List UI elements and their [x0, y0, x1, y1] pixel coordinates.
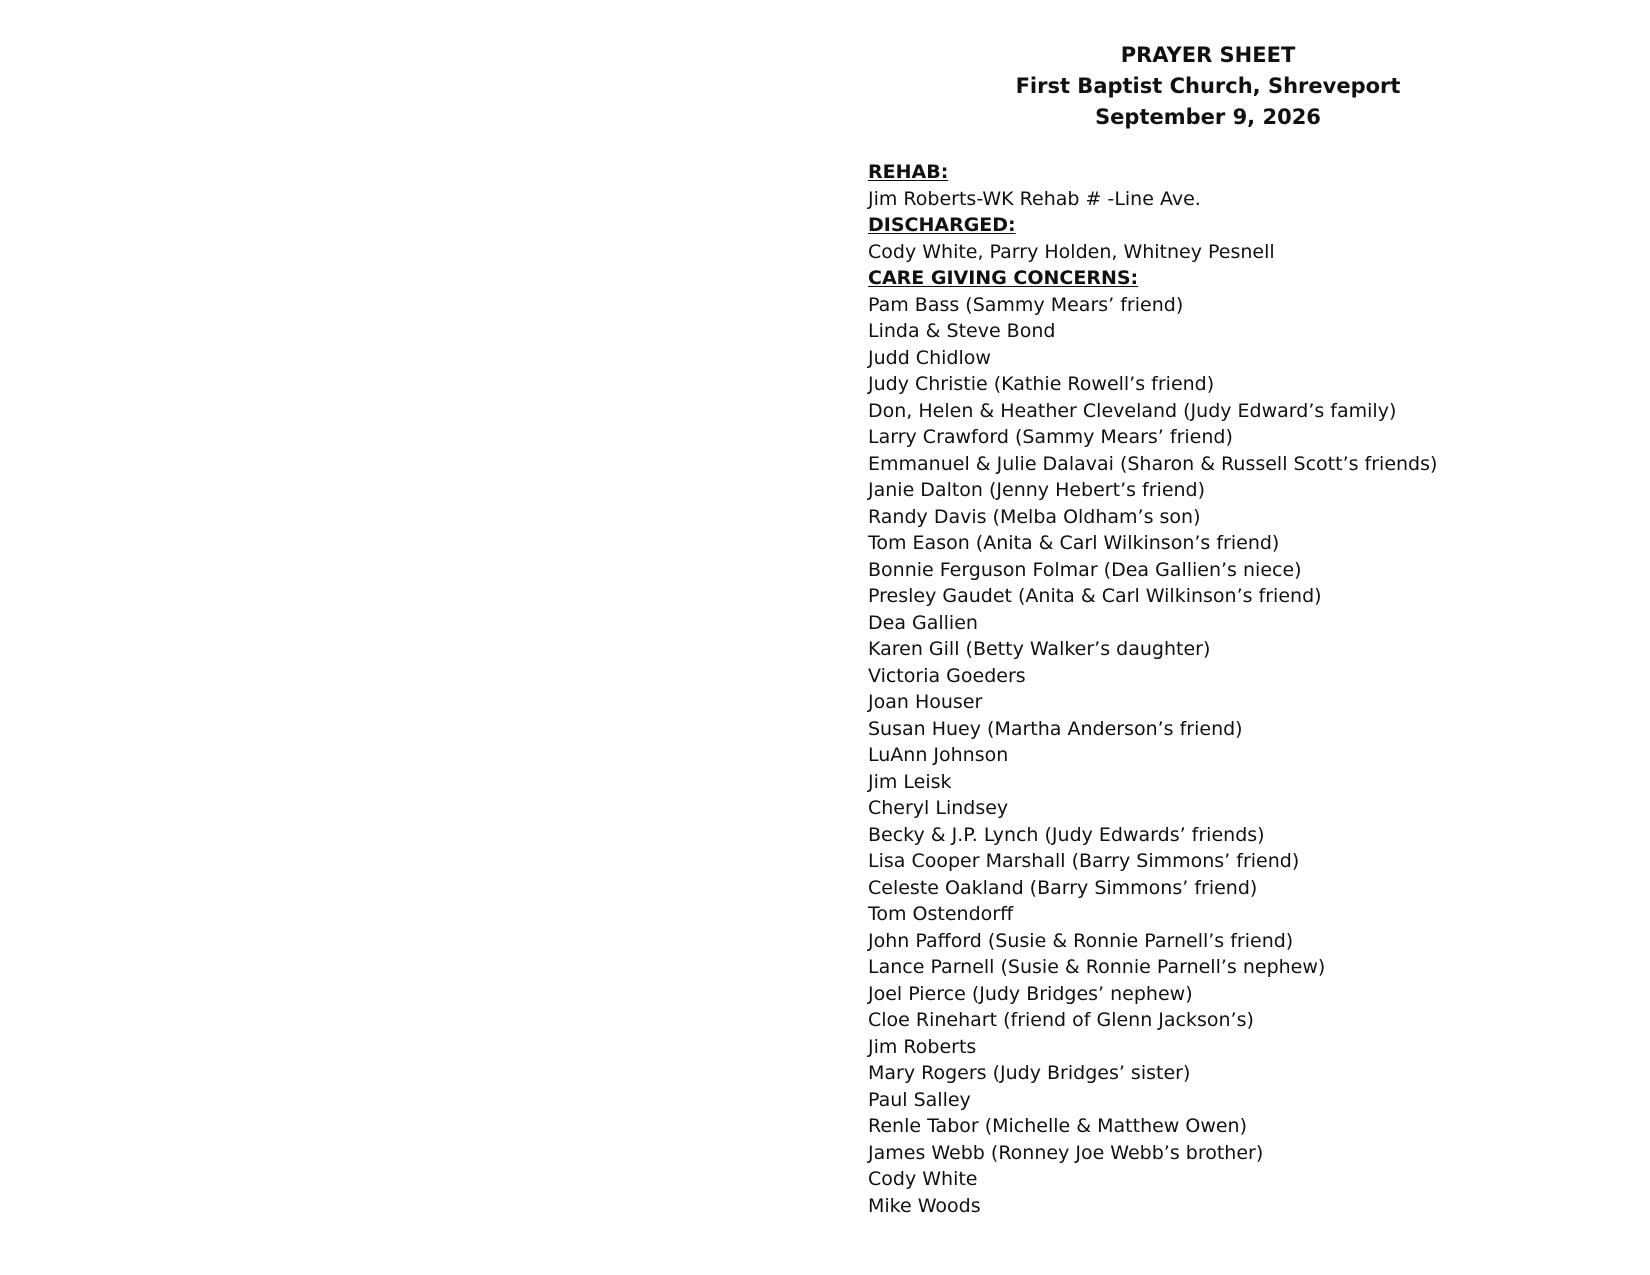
- list-item: LuAnn Johnson: [868, 744, 1009, 766]
- list-item: Susan Huey (Martha Anderson’s friend): [868, 717, 1243, 740]
- list-item: Don, Helen & Heather Cleveland (Judy Edward’s family): [868, 399, 1397, 422]
- list-item: Becky & J.P. Lynch (Judy Edwards’ friends): [868, 823, 1265, 846]
- list-item: Renle Tabor (Michelle & Matthew Owen): [868, 1115, 1248, 1137]
- list-item: Cheryl Lindsey: [868, 797, 1009, 819]
- list-item: Mary Rogers (Judy Bridges’ sister): [868, 1062, 1191, 1084]
- list-item: Joan Houser: [868, 691, 983, 713]
- list-item: Cloe Rinehart (friend of Glenn Jackson’s): [868, 1009, 1254, 1031]
- list-item: Judd Chidlow: [868, 346, 991, 369]
- prayer-list: [868, 159, 1437, 1219]
- list-item: Victoria Goeders: [868, 664, 1026, 687]
- list-item: Lisa Cooper Marshall (Barry Simmons’ friend): [868, 850, 1300, 872]
- list-item: Presley Gaudet (Anita & Carl Wilkinson’s friend): [868, 585, 1322, 607]
- list-item: Linda & Steve Bond: [868, 320, 1056, 342]
- list-item: Cody White: [868, 1168, 978, 1190]
- list-item: Karen Gill (Betty Walker’s daughter): [868, 638, 1211, 660]
- list-item: Janie Dalton (Jenny Hebert’s friend): [868, 479, 1206, 501]
- list-item: John Pafford (Susie & Ronnie Parnell’s friend): [868, 929, 1294, 952]
- list-item: Lance Parnell (Susie & Ronnie Parnell’s nephew): [868, 956, 1326, 978]
- list-item: Tom Ostendorff: [868, 903, 1014, 925]
- rehab-list: [868, 186, 1437, 213]
- list-item: Dea Gallien: [868, 611, 978, 634]
- sheet-date: September 9, 2026: [1095, 105, 1321, 129]
- care-giving-list: [868, 292, 1437, 1220]
- list-item: Joel Pierce (Judy Bridges’ nephew): [868, 982, 1193, 1005]
- sheet-title: PRAYER SHEET: [1120, 43, 1296, 67]
- list-item: Tom Eason (Anita & Carl Wilkinson’s friend): [868, 532, 1280, 554]
- church-name: First Baptist Church, Shreveport: [1015, 74, 1401, 98]
- rehab-heading: REHAB:: [868, 161, 949, 183]
- sheet-header: [868, 40, 1548, 133]
- list-item: Judy Christie (Kathie Rowell’s friend): [868, 373, 1215, 395]
- list-item: Bonnie Ferguson Folmar (Dea Gallien’s niece): [868, 558, 1302, 581]
- list-item: Larry Crawford (Sammy Mears’ friend): [868, 426, 1233, 448]
- list-item: Jim Roberts: [868, 1035, 977, 1058]
- care-giving-heading: CARE GIVING CONCERNS:: [868, 267, 1139, 289]
- list-item: James Webb (Ronney Joe Webb’s brother): [868, 1141, 1264, 1164]
- list-item: Pam Bass (Sammy Mears’ friend): [868, 293, 1184, 316]
- list-item: Celeste Oakland (Barry Simmons’ friend): [868, 876, 1258, 899]
- list-item: Emmanuel & Julie Dalavai (Sharon & Russell Scott’s friends): [868, 452, 1438, 475]
- prayer-sheet-page: [868, 0, 1628, 1275]
- list-item: Randy Davis (Melba Oldham’s son): [868, 505, 1201, 528]
- list-item: Jim Roberts-WK Rehab # -Line Ave.: [868, 187, 1201, 210]
- discharged-heading: DISCHARGED:: [868, 214, 1016, 236]
- list-item: Mike Woods: [868, 1194, 981, 1217]
- list-item: Paul Salley: [868, 1088, 971, 1111]
- discharged-list: [868, 239, 1437, 266]
- list-item: Cody White, Parry Holden, Whitney Pesnell: [868, 240, 1275, 263]
- list-item: Jim Leisk: [868, 770, 952, 793]
